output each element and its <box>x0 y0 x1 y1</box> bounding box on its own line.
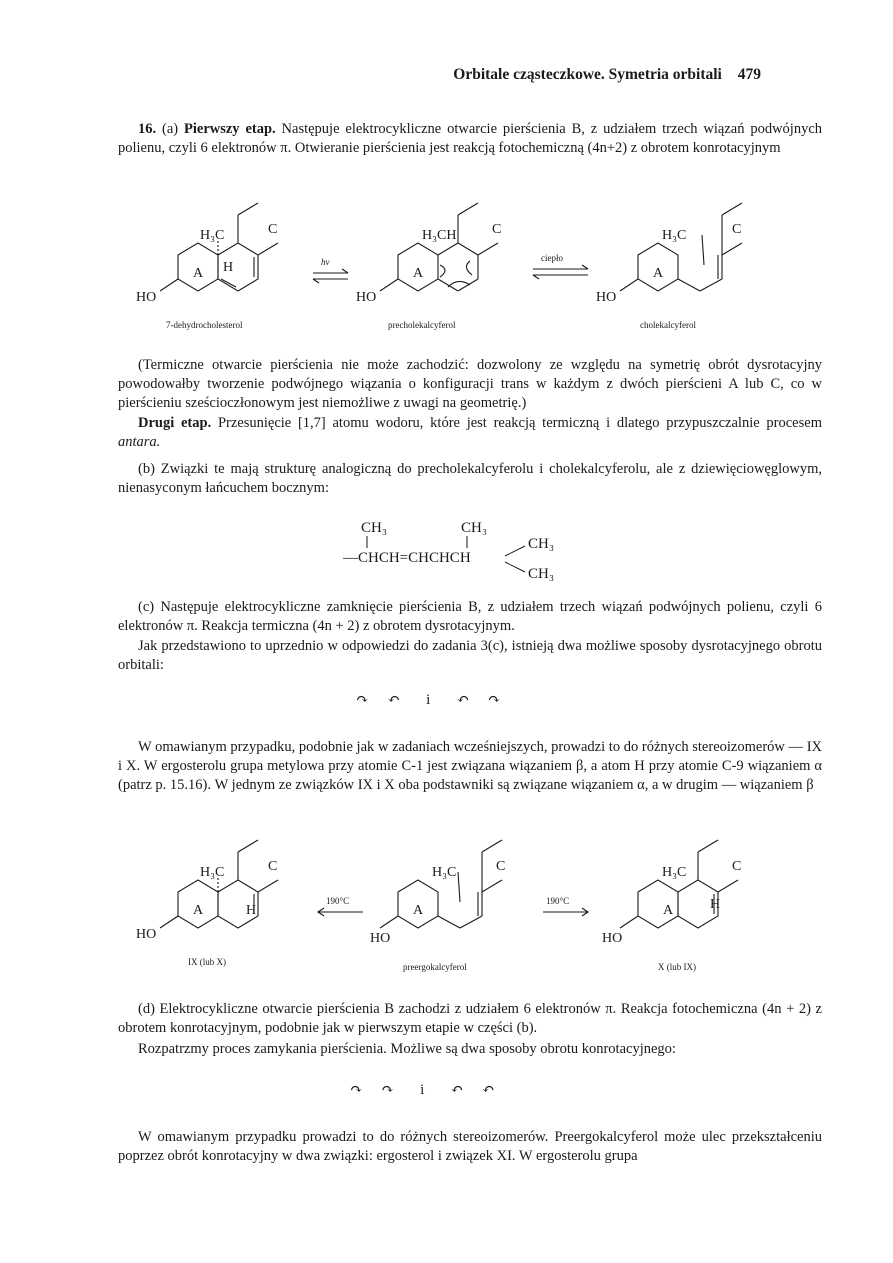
rotation-arrow: ↶ <box>456 692 470 708</box>
paragraph-thermal-note <box>118 356 822 413</box>
methyl-label: H₃C <box>662 865 687 880</box>
rotation-arrow: ↶ <box>450 1082 464 1098</box>
hydroxyl-label: HO <box>596 290 617 305</box>
ring-label: A <box>653 266 664 281</box>
rotation-arrow: ↷ <box>487 692 501 708</box>
stage-label: Drugi etap. <box>138 415 212 431</box>
rotation-arrow: ↶ <box>481 1082 495 1098</box>
paragraph-text: Przesunięcie [1,7] atomu wodoru, które jest reakcją termiczną i dlatego przypuszczalnie procesem <box>217 415 822 431</box>
page-number: 479 <box>737 66 761 83</box>
paragraph-text: (c) Następuje elektrocykliczne zamknięcie pierścienia B, z udziałem trzech wiązań podwójnych polienu, czyli 6 elektronów π. Reakcja termiczna (4n + 2) z obrotem dysrotacyjnym. <box>118 599 822 634</box>
rotation-arrow: ↷ <box>350 1082 363 1098</box>
arrow-label: hν <box>321 257 330 267</box>
conjunction: i <box>426 692 431 708</box>
paragraph-text: (d) Elektrocykliczne otwarcie pierścienia B zachodzi z udziałem 6 elektronów π. Reakcja fotochemiczna (4n + 2) z obrotem konrotacyjnym, podobnie jak w pierwszym etapie w części (b). <box>118 1001 822 1036</box>
arrow-label: ciepło <box>541 253 563 263</box>
compound-caption: 7-dehydrocholesterol <box>166 320 243 330</box>
paragraph-text: Następuje elektrocykliczne otwarcie pierścienia B, z udziałem trzech wiązań podwójnych polienu, czyli 6 elektronów π. Otwieranie pierścienia jest reakcją fotochemiczną (4n+2) <box>118 121 823 156</box>
ring-label: A <box>413 266 424 281</box>
methyl-group: CH₃ <box>461 520 488 536</box>
ring-label: C <box>732 222 742 237</box>
compound-caption: IX (lub X) <box>188 957 226 967</box>
compound-caption: cholekalcyferol <box>640 320 696 330</box>
side-chain-formula <box>343 516 603 586</box>
methyl-group: CH₃ <box>528 566 555 582</box>
ring-label: A <box>193 266 204 281</box>
methyl-label: H₃C <box>200 228 225 243</box>
paragraph-16a <box>118 120 822 158</box>
compound-caption: preergokalcyferol <box>403 962 467 972</box>
hydroxyl-label: HO <box>602 931 623 946</box>
problem-number: 16. <box>138 121 157 137</box>
methyl-label: H₃C <box>200 865 225 880</box>
paragraph-text: W omawianym przypadku prowadzi to do różnych stereoizomerów. Preergokalcyferol może ulec przekształceniu poprzez obrót konrotacyjny w dwa związki: ergosterol i związek XI. W ergosterolu grupa <box>118 1129 822 1164</box>
paragraph-stereoisomers <box>118 738 822 795</box>
paragraph-16b <box>118 460 822 498</box>
paragraph-text: z obrotem konrotacyjnym <box>630 140 781 156</box>
ring-label: A <box>193 903 204 918</box>
conjunction: i <box>420 1082 425 1098</box>
arrow-label: 190°C <box>326 896 350 906</box>
ring-label: C <box>496 859 506 874</box>
methyl-group: CH₃ <box>528 536 555 552</box>
paragraph-conrotation <box>118 1040 822 1059</box>
ring-label: A <box>413 903 424 918</box>
paragraph-text: Rozpatrzmy proces zamykania pierścienia. Możliwe są dwa sposoby obrotu konrotacyjnego: <box>138 1041 676 1057</box>
ring-label: C <box>492 222 502 237</box>
emphasis-word: antara. <box>118 434 161 450</box>
hydrogen-label: H <box>710 897 721 912</box>
ring-label: C <box>268 859 278 874</box>
paragraph-16d <box>118 1000 822 1038</box>
arrow-label: 190°C <box>546 896 570 906</box>
hydrogen-label: H <box>223 260 234 275</box>
rotation-arrow: ↶ <box>387 692 400 708</box>
ring-label: A <box>663 903 674 918</box>
hydroxyl-label: HO <box>370 931 391 946</box>
problem-part: (a) <box>162 121 179 137</box>
conrotation-symbols <box>350 1080 560 1099</box>
paragraph-text: (Termiczne otwarcie pierścienia nie może zachodzić: dozwolony ze względu na symetrię obrót dysrotacyjny powodowałby tworzenie podwójnego wiązania o konfiguracji trans w każdym z dwóch pierścieni A lub C, co w pierścieniu sześcioczłonowym jest niemożliwe z uwagi na geometrię.) <box>118 357 822 411</box>
paragraph-second-stage <box>118 414 822 452</box>
paragraph-dysrotation <box>118 637 822 675</box>
methyl-label: H₃C <box>662 228 687 243</box>
reaction-scheme-2 <box>118 832 798 977</box>
hydroxyl-label: HO <box>356 290 377 305</box>
paragraph-text: W omawianym przypadku, podobnie jak w zadaniach wcześniejszych, prowadzi to do różnych stereoizomerów — IX i X. W ergosterolu grupa metylowa przy atomie C-1 jest związana wiązaniem β, a atom H przy atomie C-9 wiązaniem α (patrz p. 15.16). W jednym ze związków IX i X oba podstawniki są związane wiązaniem α, a w drugim — wiązaniem β <box>118 739 822 793</box>
methyl-group: CH₃ <box>361 520 388 536</box>
methyl-label: H₃C <box>432 865 457 880</box>
paragraph-16c <box>118 598 822 636</box>
paragraph-text: Jak przedstawiono to uprzednio w odpowiedzi do zadania 3(c), istnieją dwa możliwe sposoby dysrotacyjnego obrotu orbitali: <box>118 638 822 673</box>
compound-caption: precholekalcyferol <box>388 320 456 330</box>
compound-caption: X (lub IX) <box>658 962 696 972</box>
ring-label: C <box>268 222 278 237</box>
dysrotation-symbols <box>356 690 556 709</box>
ring-label: C <box>732 859 742 874</box>
paragraph-ergosterol <box>118 1128 822 1166</box>
paragraph-text: (b) Związki te mają strukturę analogiczną do precholekalcyferolu i cholekalcyferolu, ale z dziewięciowęglowym, nienasyconym łańcuchem bocznym: <box>118 461 822 496</box>
rotation-arrow: ↷ <box>381 1082 394 1098</box>
methyl-label: H₃CH <box>422 228 457 243</box>
reaction-scheme-1 <box>118 195 798 340</box>
hydroxyl-label: HO <box>136 927 157 942</box>
running-title: Orbitale cząsteczkowe. Symetria orbitali <box>453 66 722 83</box>
rotation-arrow: ↷ <box>356 692 369 708</box>
stage-label: Pierwszy etap. <box>184 121 276 137</box>
hydrogen-label: H <box>246 903 257 918</box>
page-header <box>453 66 761 84</box>
main-chain: —CHCH=CHCHCH <box>343 550 471 566</box>
hydroxyl-label: HO <box>136 290 157 305</box>
